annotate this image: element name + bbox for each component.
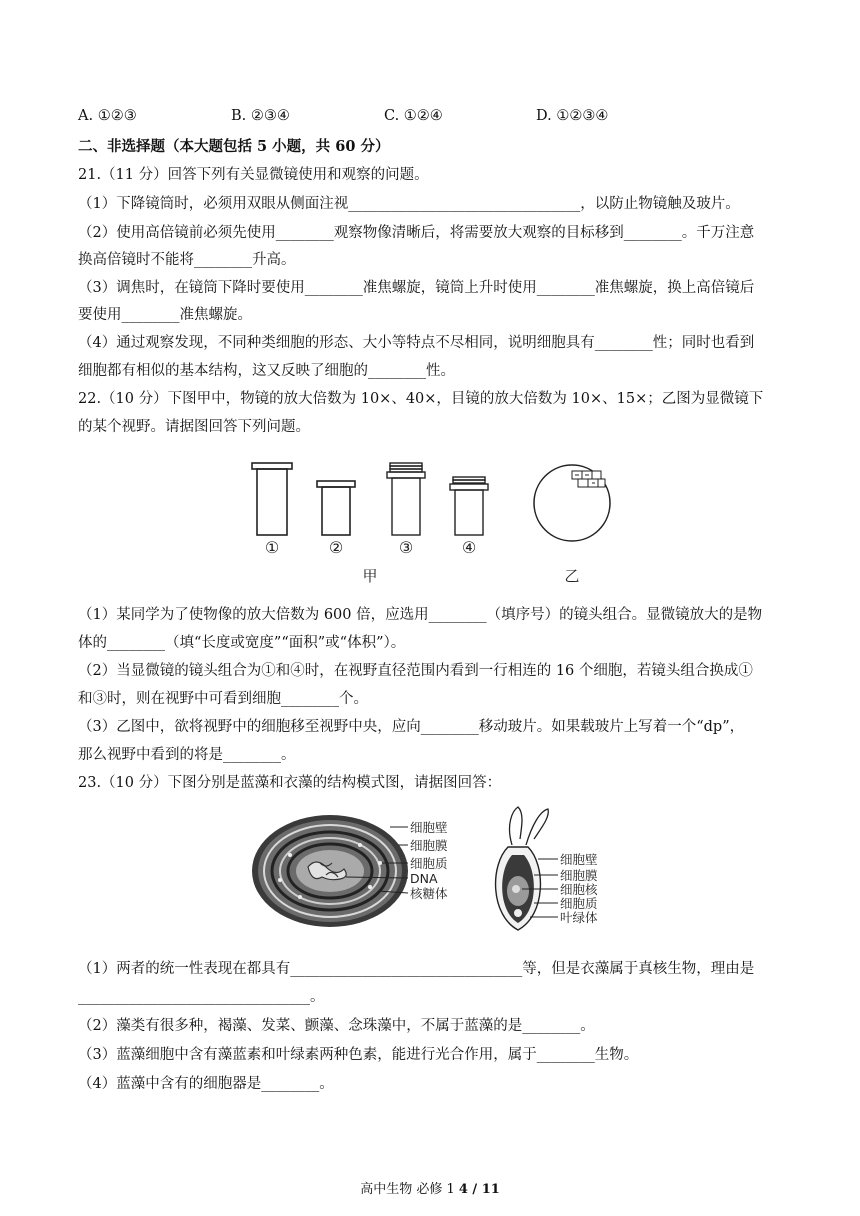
- q21-part2-line1: （2）使用高倍镜前必须先使用________观察物像清晰后，将需要放大观察的目标移到________。千万注意: [78, 225, 755, 241]
- chlamy-label-chloroplast: 叶绿体: [560, 910, 598, 925]
- q21-part2-line2: 换高倍镜时不能将________升高。: [78, 252, 296, 268]
- q22-part1-line2: 体的________（填“长度或宽度”“面积”或“体积”）。: [78, 635, 406, 651]
- q22-part1-line1: （1）某同学为了使物像的放大倍数为 600 倍，应选用________（填序号）的镜头组合。显微镜放大的是物: [78, 607, 763, 623]
- cyano-label-cytoplasm: 细胞质: [410, 856, 448, 871]
- q22-stem-line2: 的某个视野。请据图回答下列问题。: [78, 419, 310, 435]
- lens-3: [387, 463, 425, 535]
- chlamy-label-cytoplasm: 细胞质: [560, 896, 598, 911]
- field-of-view: [534, 465, 610, 541]
- q22-figure-microscope-lenses: [240, 455, 630, 590]
- q22-part2-line1: （2）当显微镜的镜头组合为①和④时，在视野直径范围内看到一行相连的 16 个细胞，若镜头组合换成①: [78, 663, 753, 679]
- chlamy-label-cell-wall: 细胞壁: [560, 852, 598, 867]
- choice-a: A. ①②③: [78, 108, 137, 124]
- q22-part2-line2: 和③时，则在视野中可看到细胞________个。: [78, 691, 368, 707]
- cells-cluster: [572, 471, 605, 487]
- figure-caption-yi: 乙: [564, 567, 580, 585]
- q21-part3-line2: 要使用________准焦螺旋。: [78, 307, 252, 323]
- choice-b: B. ②③④: [231, 108, 290, 124]
- lens-2: [317, 481, 355, 535]
- section-title: 二、非选择题（本大题包括 5 小题，共 60 分）: [78, 138, 390, 155]
- lens-label-3: ③: [398, 538, 414, 557]
- chlamy-label-nucleus: 细胞核: [560, 882, 598, 897]
- q23-figure-algae-structures: [250, 805, 620, 945]
- lens-label-4: ④: [461, 538, 477, 557]
- cyanobacterium-diagram: [252, 815, 408, 927]
- choice-c: C. ①②④: [384, 108, 443, 124]
- choice-d: D. ①②③④: [536, 108, 609, 124]
- cyano-label-ribosome: 核糖体: [410, 886, 448, 901]
- q21-part4-line2: 细胞都有相似的基本结构，这又反映了细胞的________性。: [78, 363, 455, 379]
- footer-subject: 高中生物 必修 1: [360, 1182, 459, 1197]
- lens-4: [450, 477, 488, 535]
- q21-stem: 21.（11 分）回答下列有关显微镜使用和观察的问题。: [78, 167, 429, 183]
- q21-part1: （1）下降镜筒时，必须用双眼从侧面注视________________________________，以防止物镜触及玻片。: [78, 196, 740, 212]
- chlamydomonas-diagram: [496, 807, 549, 930]
- q23-part1-line2: ________________________________。: [78, 989, 325, 1005]
- q23-part3: （3）蓝藻细胞中含有藻蓝素和叶绿素两种色素，能进行光合作用，属于________生物。: [78, 1047, 639, 1063]
- q22-part3-line2: 那么视野中看到的将是________。: [78, 747, 296, 763]
- q21-part3-line1: （3）调焦时，在镜筒下降时要使用________准焦螺旋，镜筒上升时使用________准焦螺旋，换上高倍镜后: [78, 280, 755, 296]
- q23-part1-line1: （1）两者的统一性表现在都具有________________________________等，但是衣藻属于真核生物，理由是: [78, 961, 755, 977]
- q23-stem: 23.（10 分）下图分别是蓝藻和衣藻的结构模式图，请据图回答：: [78, 775, 502, 791]
- page-footer: [0, 1178, 860, 1197]
- q22-part3-line1: （3）乙图中，欲将视野中的细胞移至视野中央，应向________移动玻片。如果载玻片上写着一个“dp”，: [78, 719, 745, 735]
- answer-choices: [78, 108, 784, 130]
- footer-page-number: 4 / 11: [458, 1182, 500, 1197]
- q22-stem-line1: 22.（10 分）下图甲中，物镜的放大倍数为 10×、40×，目镜的放大倍数为 10×、15×；乙图为显微镜下: [78, 391, 764, 407]
- cyano-label-cell-wall: 细胞壁: [410, 820, 448, 835]
- cyano-label-dna: DNA: [410, 871, 438, 886]
- figure-caption-jia: 甲: [362, 567, 378, 585]
- q23-part4: （4）蓝藻中含有的细胞器是________。: [78, 1076, 334, 1092]
- q23-part2: （2）藻类有很多种，褐藻、发菜、颤藻、念珠藻中，不属于蓝藻的是________。: [78, 1018, 595, 1034]
- q21-part4-line1: （4）通过观察发现，不同种类细胞的形态、大小等特点不尽相同，说明细胞具有________性；同时也看到: [78, 335, 755, 351]
- lens-label-2: ②: [328, 538, 344, 557]
- lens-label-1: ①: [264, 538, 280, 557]
- cyano-label-cell-membrane: 细胞膜: [410, 838, 448, 853]
- lens-1: [252, 463, 292, 535]
- chlamy-label-cell-membrane: 细胞膜: [560, 868, 598, 883]
